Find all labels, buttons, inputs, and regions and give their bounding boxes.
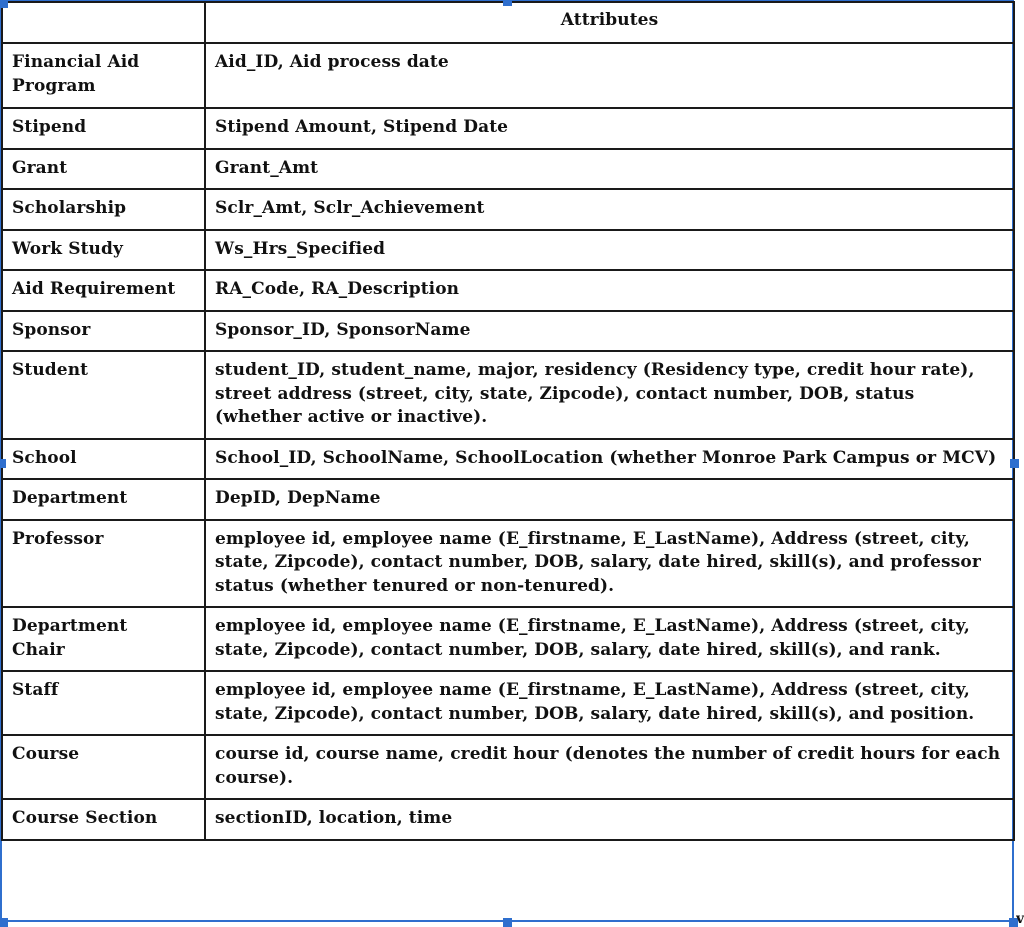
resize-handle-middle-left[interactable] xyxy=(0,459,6,468)
attributes-cell: DepID, DepName xyxy=(205,479,1014,520)
attributes-cell: Stipend Amount, Stipend Date xyxy=(205,108,1014,149)
resize-handle-bottom-center[interactable] xyxy=(503,918,512,927)
attributes-cell: Grant_Amt xyxy=(205,149,1014,190)
entity-cell: Department Chair xyxy=(2,607,205,671)
entity-cell: Staff xyxy=(2,671,205,735)
table-row xyxy=(2,149,1014,190)
attributes-cell: employee id, employee name (E_firstname, E_LastName), Address (street, city, state, Zipcode), contact number, DOB, salary, date hired, skill(s), and rank. xyxy=(205,607,1014,671)
entity-cell: Work Study xyxy=(2,230,205,271)
table-row xyxy=(2,479,1014,520)
table-row xyxy=(2,799,1014,840)
entity-cell: Financial Aid Program xyxy=(2,43,205,108)
table-row xyxy=(2,671,1014,735)
attributes-cell: student_ID, student_name, major, residency (Residency type, credit hour rate), street address (street, city, state, Zipcode), contact number, DOB, status (whether active or inactive). xyxy=(205,351,1014,439)
table-header-row xyxy=(2,2,1014,43)
entity-cell: Student xyxy=(2,351,205,439)
attributes-cell: employee id, employee name (E_firstname, E_LastName), Address (street, city, state, Zipcode), contact number, DOB, salary, date hired, skill(s), and position. xyxy=(205,671,1014,735)
table-row xyxy=(2,311,1014,352)
table-row xyxy=(2,351,1014,439)
entity-cell: Course xyxy=(2,735,205,799)
table-row xyxy=(2,270,1014,311)
table-row xyxy=(2,520,1014,608)
attributes-cell: School_ID, SchoolName, SchoolLocation (whether Monroe Park Campus or MCV) xyxy=(205,439,1014,480)
table-row xyxy=(2,108,1014,149)
attributes-cell: Aid_ID, Aid process date xyxy=(205,43,1014,108)
table-row xyxy=(2,439,1014,480)
resize-handle-top-left[interactable] xyxy=(0,0,8,8)
attributes-table xyxy=(1,1,1015,841)
entity-cell: Course Section xyxy=(2,799,205,840)
attributes-cell: RA_Code, RA_Description xyxy=(205,270,1014,311)
clipped-text-fragment: v xyxy=(1016,911,1024,927)
table-row xyxy=(2,607,1014,671)
attributes-cell: sectionID, location, time xyxy=(205,799,1014,840)
attributes-cell: Ws_Hrs_Specified xyxy=(205,230,1014,271)
table-row xyxy=(2,43,1014,108)
attributes-cell: Sponsor_ID, SponsorName xyxy=(205,311,1014,352)
entity-cell: Department xyxy=(2,479,205,520)
entity-cell: Stipend xyxy=(2,108,205,149)
resize-handle-middle-right[interactable] xyxy=(1010,459,1019,468)
entity-cell: Professor xyxy=(2,520,205,608)
header-cell-entity xyxy=(2,2,205,43)
entity-cell: Aid Requirement xyxy=(2,270,205,311)
resize-handle-bottom-left[interactable] xyxy=(0,918,8,927)
table-row xyxy=(2,189,1014,230)
attributes-cell: Sclr_Amt, Sclr_Achievement xyxy=(205,189,1014,230)
entity-cell: Sponsor xyxy=(2,311,205,352)
table-row xyxy=(2,230,1014,271)
resize-handle-top-center[interactable] xyxy=(503,0,512,6)
header-cell-attributes: Attributes xyxy=(205,2,1014,43)
entity-cell: Grant xyxy=(2,149,205,190)
attributes-cell: course id, course name, credit hour (denotes the number of credit hours for each course). xyxy=(205,735,1014,799)
table-row xyxy=(2,735,1014,799)
attributes-cell: employee id, employee name (E_firstname, E_LastName), Address (street, city, state, Zipcode), contact number, DOB, salary, date hired, skill(s), and professor status (whether tenured or non-tenured). xyxy=(205,520,1014,608)
entity-cell: School xyxy=(2,439,205,480)
entity-cell: Scholarship xyxy=(2,189,205,230)
